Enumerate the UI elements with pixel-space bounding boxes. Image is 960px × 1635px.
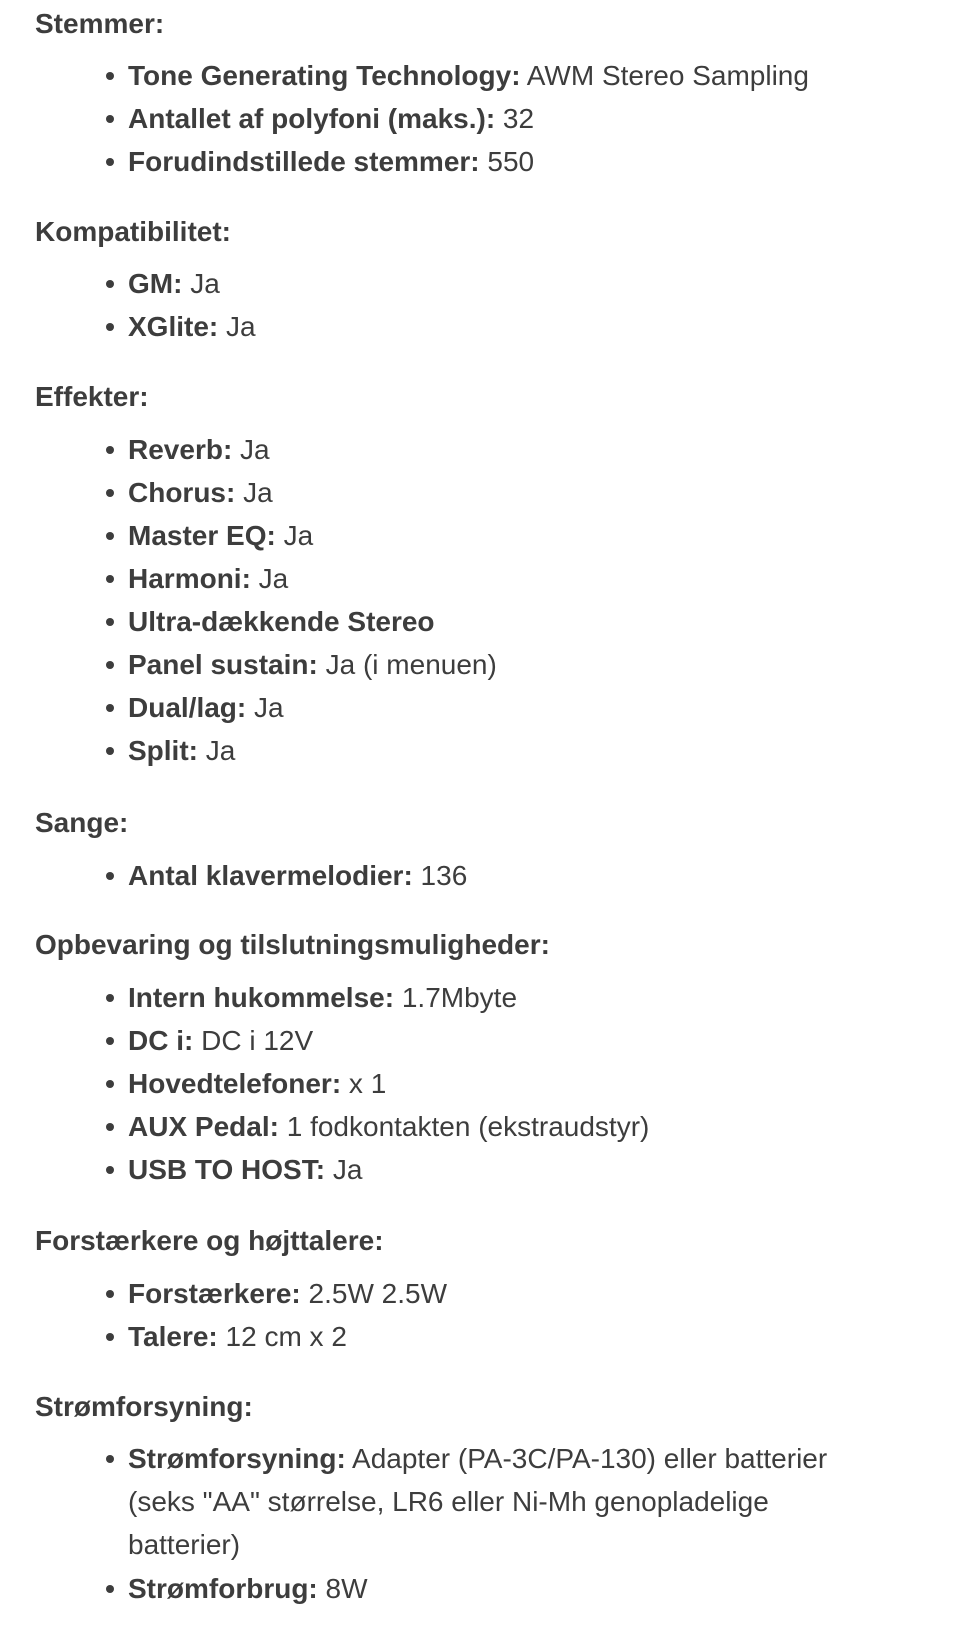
list-item bbox=[128, 97, 868, 140]
spec-value: Ja bbox=[325, 1154, 363, 1185]
spec-label: XGlite: bbox=[128, 311, 219, 342]
bullet-icon bbox=[106, 115, 114, 123]
spec-value: x 1 bbox=[341, 1068, 387, 1099]
spec-label: DC i: bbox=[128, 1025, 194, 1056]
spec-value: Ja bbox=[182, 268, 220, 299]
spec-label: Reverb: bbox=[128, 434, 233, 465]
spec-value: 550 bbox=[479, 146, 535, 177]
list-item bbox=[128, 54, 868, 97]
list-item bbox=[128, 1062, 868, 1105]
list-item bbox=[128, 976, 868, 1019]
spec-label: Panel sustain: bbox=[128, 649, 318, 680]
spec-label: AUX Pedal: bbox=[128, 1111, 279, 1142]
list-item bbox=[128, 1105, 868, 1148]
spec-label: Forstærkere: bbox=[128, 1278, 301, 1309]
list-item bbox=[128, 1315, 868, 1358]
bullet-icon bbox=[106, 72, 114, 80]
spec-label: USB TO HOST: bbox=[128, 1154, 326, 1185]
spec-label: Strømforsyning: bbox=[128, 1443, 346, 1474]
bullet-icon bbox=[106, 280, 114, 288]
spec-value: Ja (i menuen) bbox=[317, 649, 497, 680]
list-item bbox=[128, 1019, 868, 1062]
section-heading: Sange: bbox=[35, 807, 129, 838]
spec-value: 8W bbox=[317, 1573, 368, 1604]
spec-label: Intern hukommelse: bbox=[128, 982, 395, 1013]
list-item bbox=[128, 428, 868, 471]
section-heading: Stemmer: bbox=[35, 8, 165, 39]
bullet-icon bbox=[106, 489, 114, 497]
bullet-icon bbox=[106, 1166, 114, 1174]
bullet-icon bbox=[106, 158, 114, 166]
bullet-icon bbox=[106, 994, 114, 1002]
spec-value: Ja bbox=[235, 477, 273, 508]
spec-value: 12 cm x 2 bbox=[217, 1321, 347, 1352]
section-heading: Strømforsyning: bbox=[35, 1391, 253, 1422]
spec-label: Harmoni: bbox=[128, 563, 251, 594]
list-item bbox=[128, 1272, 868, 1315]
spec-label: Hovedtelefoner: bbox=[128, 1068, 342, 1099]
list-item bbox=[128, 305, 868, 348]
spec-label: Split: bbox=[128, 735, 198, 766]
spec-value: 2.5W 2.5W bbox=[300, 1278, 447, 1309]
bullet-icon bbox=[106, 1123, 114, 1131]
bullet-icon bbox=[106, 661, 114, 669]
bullet-icon bbox=[106, 1037, 114, 1045]
section-heading: Forstærkere og højttalere: bbox=[35, 1225, 384, 1256]
list-item bbox=[128, 557, 868, 600]
list-item bbox=[128, 1148, 868, 1191]
spec-value: 136 bbox=[412, 860, 468, 891]
spec-label: Antal klavermelodier: bbox=[128, 860, 413, 891]
list-item bbox=[128, 1437, 868, 1566]
spec-label: Antallet af polyfoni (maks.): bbox=[128, 103, 496, 134]
spec-label: Talere: bbox=[128, 1321, 218, 1352]
list-item bbox=[128, 262, 868, 305]
list-item bbox=[128, 686, 868, 729]
spec-value: Ja bbox=[198, 735, 236, 766]
list-item bbox=[128, 854, 868, 897]
bullet-icon bbox=[106, 446, 114, 454]
section-heading: Opbevaring og tilslutningsmuligheder: bbox=[35, 929, 550, 960]
spec-value: 32 bbox=[495, 103, 535, 134]
bullet-icon bbox=[106, 575, 114, 583]
spec-label: Tone Generating Technology: bbox=[128, 60, 521, 91]
section-heading: Effekter: bbox=[35, 381, 149, 412]
spec-value: Adapter (PA-3C/PA-130) eller batterier (seks "AA" størrelse, LR6 eller Ni-Mh genopladelige batterier) bbox=[128, 1443, 828, 1560]
spec-label: Forudindstillede stemmer: bbox=[128, 146, 480, 177]
list-item bbox=[128, 643, 868, 686]
section-heading: Kompatibilitet: bbox=[35, 216, 231, 247]
spec-label: GM: bbox=[128, 268, 183, 299]
list-item bbox=[128, 514, 868, 557]
bullet-icon bbox=[106, 1585, 114, 1593]
spec-label: Ultra-dækkende Stereo bbox=[128, 606, 435, 637]
list-item bbox=[128, 471, 868, 514]
spec-value: AWM Stereo Sampling bbox=[520, 60, 809, 91]
list-item bbox=[128, 140, 868, 183]
bullet-icon bbox=[106, 323, 114, 331]
list-item bbox=[128, 1567, 868, 1610]
spec-value: DC i 12V bbox=[193, 1025, 314, 1056]
bullet-icon bbox=[106, 1455, 114, 1463]
bullet-icon bbox=[106, 872, 114, 880]
bullet-icon bbox=[106, 704, 114, 712]
bullet-icon bbox=[106, 532, 114, 540]
bullet-icon bbox=[106, 1333, 114, 1341]
spec-label: Strømforbrug: bbox=[128, 1573, 318, 1604]
spec-value: Ja bbox=[250, 563, 289, 594]
bullet-icon bbox=[106, 1080, 114, 1088]
spec-value: Ja bbox=[218, 311, 256, 342]
spec-value: 1.7Mbyte bbox=[394, 982, 518, 1013]
bullet-icon bbox=[106, 618, 114, 626]
list-item bbox=[128, 600, 868, 643]
spec-value: Ja bbox=[275, 520, 314, 551]
spec-value: 1 fodkontakten (ekstraudstyr) bbox=[278, 1111, 650, 1142]
spec-label: Dual/lag: bbox=[128, 692, 247, 723]
bullet-icon bbox=[106, 747, 114, 755]
bullet-icon bbox=[106, 1290, 114, 1298]
spec-label: Chorus: bbox=[128, 477, 236, 508]
list-item bbox=[128, 729, 868, 772]
spec-value: Ja bbox=[246, 692, 284, 723]
spec-value: Ja bbox=[232, 434, 270, 465]
spec-label: Master EQ: bbox=[128, 520, 276, 551]
